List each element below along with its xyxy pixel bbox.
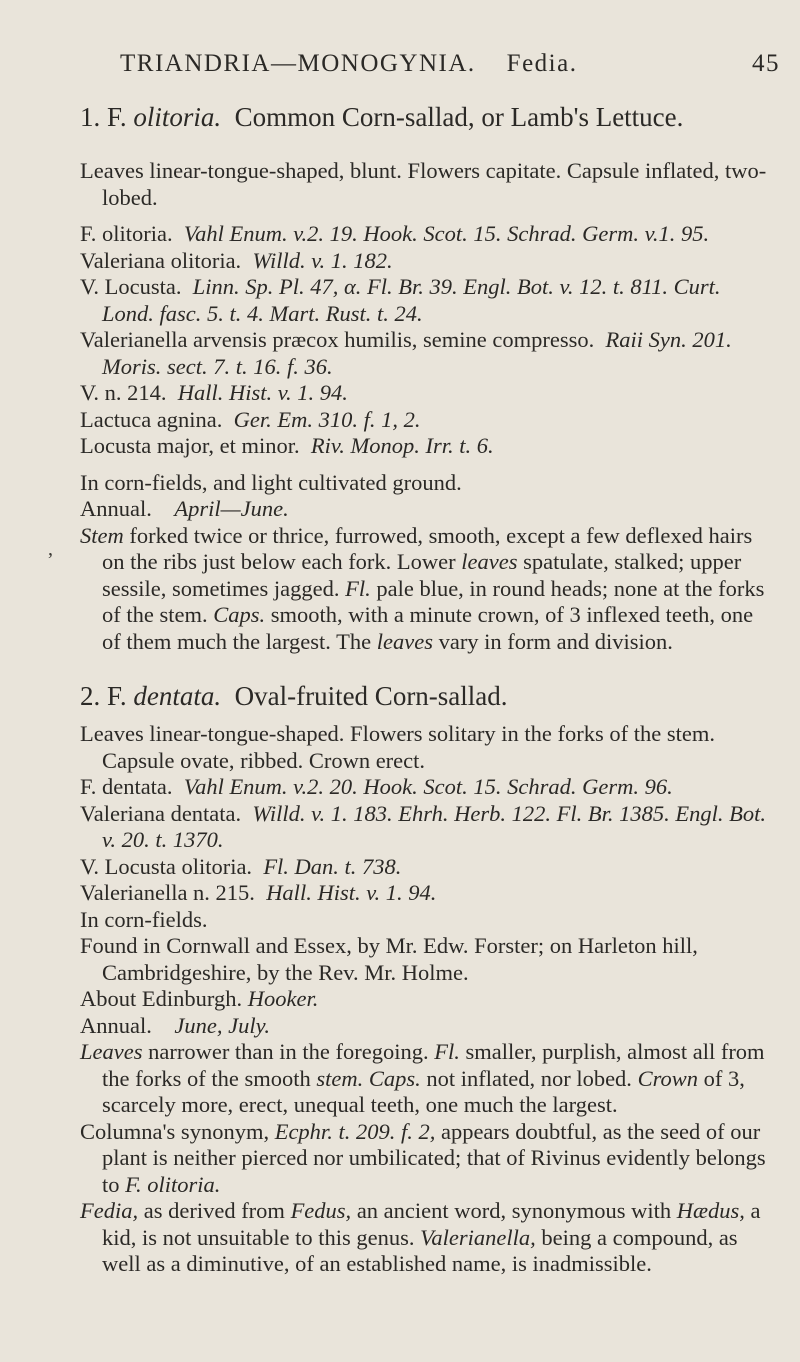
- synonym-name: Valerianella arvensis præcox humilis, semine compresso.: [80, 327, 595, 352]
- text-run: appears doubtful, as the seed of our plant is neither pierced nor umbilicated; that of Rivinus evidently belongs to: [102, 1118, 766, 1197]
- text-run: Columna's synonym,: [80, 1118, 275, 1144]
- italic-run: Stem: [80, 522, 124, 548]
- synonym-line: [80, 774, 775, 801]
- locality-dentata: Found in Cornwall and Essex, by Mr. Edw. Forster; on Harleton hill, Cambridgeshire, by the Rev. Mr. Holme.: [80, 933, 698, 985]
- page-number: 45: [752, 50, 780, 77]
- synonym-reference: Linn. Sp. Pl. 47, α. Fl. Br. 39. Engl. Bot. v. 12. t. 811. Curt. Lond. fasc. 5. t. 4. Mart. Rust. t. 24.: [102, 274, 721, 326]
- synonym-reference: Willd. v. 1. 182.: [252, 247, 393, 273]
- italic-run: Fl.: [434, 1039, 460, 1064]
- page-body: [80, 102, 775, 1278]
- synonym-reference: Vahl Enum. v.2. 20. Hook. Scot. 15. Schrad. Germ. 96.: [183, 774, 673, 799]
- italic-run: stem.: [316, 1065, 364, 1091]
- running-title: TRIANDRIA—MONOGYNIA.: [120, 50, 476, 77]
- synonym-line: [80, 248, 775, 275]
- synonyms-dentata: [80, 774, 775, 907]
- description-olitoria: [80, 523, 775, 656]
- synonym-reference: Hall. Hist. v. 1. 94.: [177, 380, 348, 405]
- synonym-reference: Ger. Em. 310. f. 1, 2.: [233, 406, 421, 432]
- note-fedia-name: [80, 1198, 775, 1278]
- synonym-line: [80, 407, 775, 434]
- diagnosis-dentata: Leaves linear-tongue-shaped. Flowers solitary in the forks of the stem. Capsule ovate, ribbed. Crown erect.: [80, 721, 715, 773]
- synonym-line: [80, 380, 775, 407]
- synonym-name: V. Locusta.: [80, 274, 182, 299]
- synonym-line: [80, 221, 775, 248]
- synonym-name: Valerianella n. 215.: [80, 880, 255, 905]
- synonym-name: V. Locusta olitoria.: [80, 853, 253, 879]
- italic-run: Leaves: [80, 1039, 143, 1064]
- habitat-olitoria: In corn-fields, and light cultivated ground.: [80, 469, 462, 495]
- habitat-dentata: In corn-fields.: [80, 906, 208, 932]
- synonym-name: F. dentata.: [80, 774, 173, 799]
- italic-run: Ecphr. t. 209. f. 2,: [274, 1118, 436, 1144]
- synonym-name: Valeriana olitoria.: [80, 247, 242, 273]
- text-run: not inflated, nor lobed.: [420, 1065, 638, 1091]
- species-title-olitoria: 1. F. olitoria. Common Corn-sallad, or Lamb's Lettuce.: [80, 102, 684, 132]
- synonym-reference: Riv. Monop. Irr. t. 6.: [310, 433, 494, 458]
- text-run: as derived from: [138, 1198, 291, 1223]
- italic-run: Caps.: [368, 1065, 421, 1091]
- italic-run: leaves: [461, 549, 518, 574]
- synonym-reference: Vahl Enum. v.2. 19. Hook. Scot. 15. Schrad. Germ. v.1. 95.: [183, 221, 710, 246]
- margin-mark: ,: [48, 538, 53, 560]
- text-run: an ancient word, synonymous with: [351, 1198, 677, 1223]
- italic-run: Caps.: [213, 602, 266, 627]
- text-run: spatulate, stalked; upper sessile, sometimes jagged.: [102, 549, 742, 601]
- text-run: smooth, with a minute crown, of 3 inflexed teeth, one of them much the largest. The: [102, 602, 754, 654]
- italic-run: Hædus,: [676, 1198, 745, 1223]
- synonym-line: [80, 433, 775, 460]
- synonym-name: F. olitoria.: [80, 221, 173, 246]
- text-run: vary in form and division.: [432, 628, 673, 654]
- synonym-reference: Hall. Hist. v. 1. 94.: [266, 880, 437, 905]
- text-run: forked twice or thrice, furrowed, smooth, except a few deflexed hairs on the ribs just below each fork. Lower: [102, 522, 753, 574]
- synonym-line: [80, 880, 775, 907]
- text-run: of 3, scarcely more, erect, unequal teeth, one much the largest.: [102, 1065, 745, 1117]
- diagnosis-olitoria: Leaves linear-tongue-shaped, blunt. Flowers capitate. Capsule inflated, two-lobed.: [80, 158, 767, 210]
- synonym-line: [80, 801, 775, 854]
- italic-run: leaves: [376, 628, 433, 654]
- synonym-name: Valeriana dentata.: [80, 800, 242, 826]
- synonym-line: [80, 274, 775, 327]
- synonym-name: Locusta major, et minor.: [80, 433, 300, 458]
- text-run: pale blue, in round heads; none at the forks of the stem.: [102, 575, 765, 627]
- synonym-name: V. n. 214.: [80, 380, 167, 405]
- italic-run: Valerianella,: [420, 1224, 536, 1250]
- synonym-line: [80, 854, 775, 881]
- italic-run: Fedia,: [80, 1198, 139, 1223]
- synonym-reference: Fl. Dan. t. 738.: [263, 853, 402, 879]
- locality-edinburgh: About Edinburgh. Hooker.: [80, 986, 319, 1011]
- italic-run: F. olitoria.: [125, 1171, 221, 1197]
- text-run: being a compound, as well as a diminutive, of an established name, is inadmissible.: [102, 1224, 738, 1276]
- italic-run: Crown: [637, 1065, 698, 1091]
- synonym-line: [80, 327, 775, 380]
- text-run: a kid, is not unsuitable to this genus.: [102, 1198, 761, 1250]
- synonyms-olitoria: [80, 221, 775, 460]
- text-run: smaller, purplish, almost all from the forks of the smooth: [102, 1039, 765, 1091]
- synonym-name: Lactuca agnina.: [80, 406, 223, 432]
- description-dentata: [80, 1039, 775, 1119]
- synonym-reference: Raii Syn. 201. Moris. sect. 7. t. 16. f. 36.: [102, 327, 732, 379]
- note-columna: [80, 1119, 775, 1199]
- season-dentata: Annual. June, July.: [80, 1012, 270, 1038]
- text-run: narrower than in the foregoing.: [142, 1039, 435, 1064]
- species-title-dentata: 2. F. dentata. Oval-fruited Corn-sallad.: [80, 681, 508, 711]
- running-header: [120, 50, 780, 78]
- genus-heading: Fedia.: [506, 50, 578, 77]
- italic-run: Fedus,: [290, 1198, 352, 1223]
- season-olitoria: Annual. April—June.: [80, 496, 289, 521]
- synonym-reference: Willd. v. 1. 183. Ehrh. Herb. 122. Fl. Br. 1385. Engl. Bot. v. 20. t. 1370.: [102, 800, 766, 852]
- italic-run: Fl.: [345, 575, 371, 601]
